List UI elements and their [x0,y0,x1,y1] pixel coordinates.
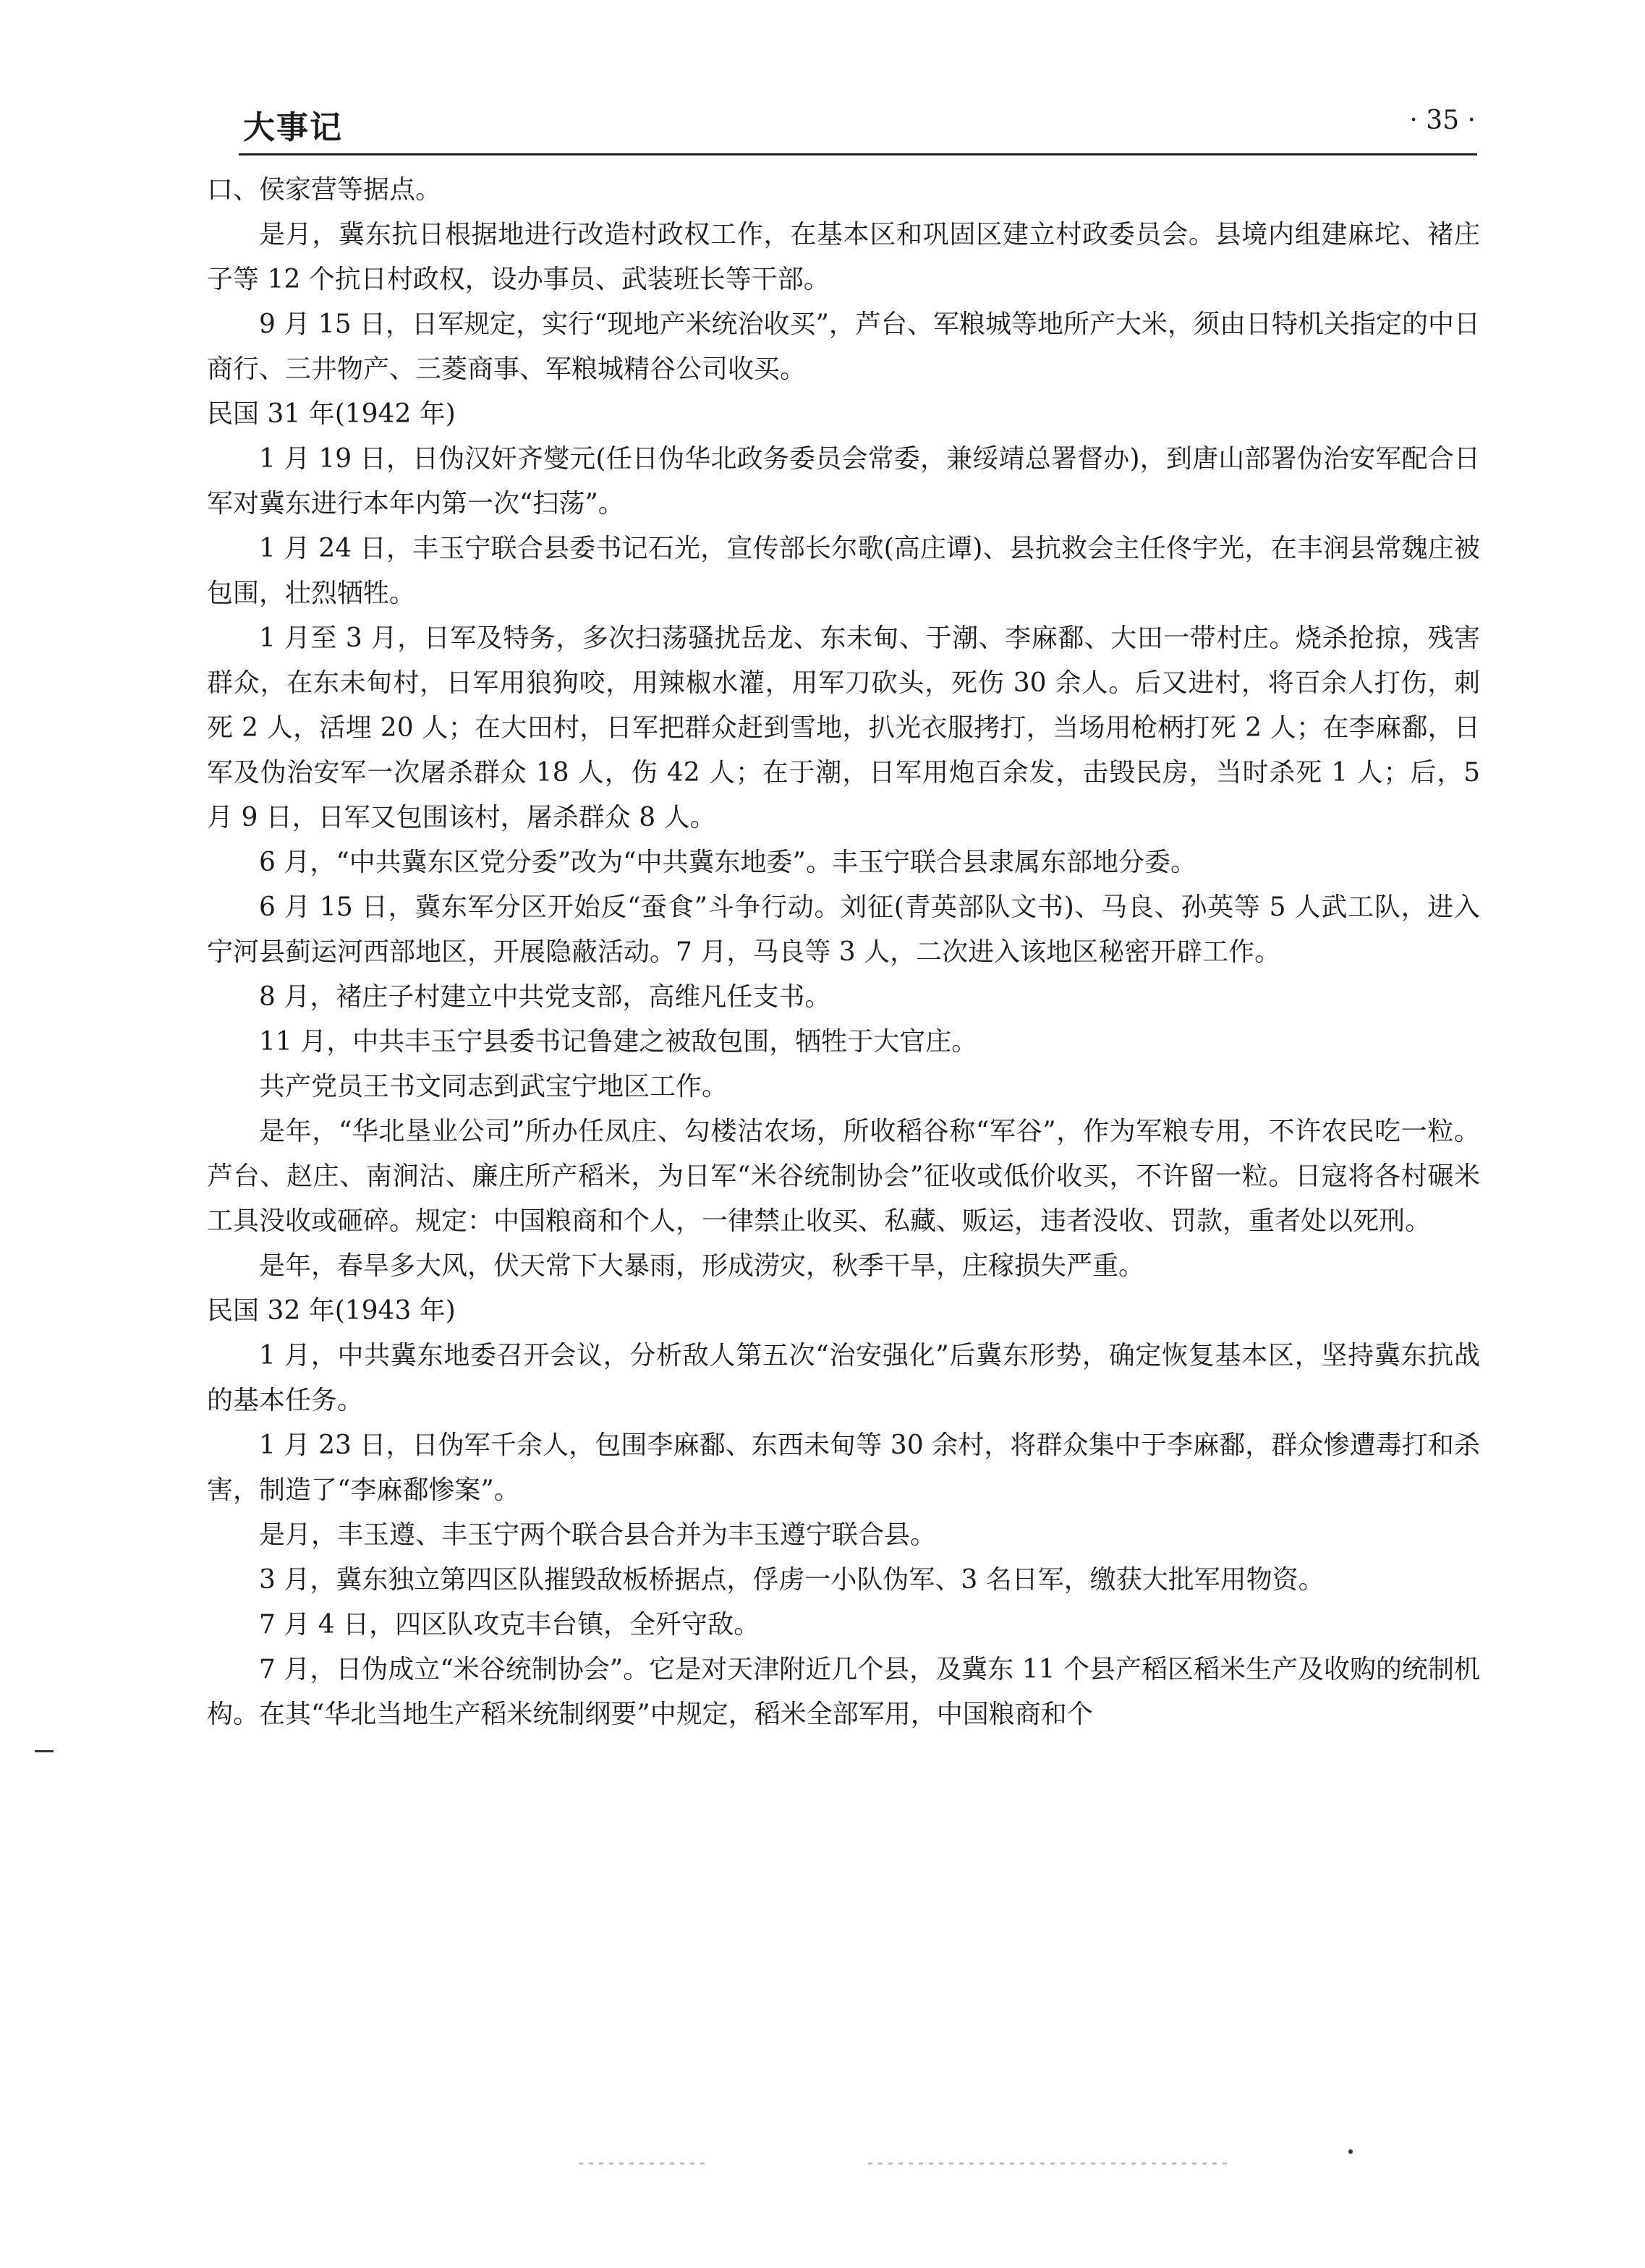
paragraph: 是年，“华北垦业公司”所办任凤庄、勾楼沽农场，所收稻谷称“军谷”，作为军粮专用，不许农民吃一粒。芦台、赵庄、南涧沽、廉庄所产稻米，为日军“米谷统制协会”征收或低价收买，不许留一粒。日寇将各村碾米工具没收或砸碎。规定：中国粮商和个人，一律禁止收买、私藏、贩运，违者没收、罚款，重者处以死刑。 [207,1117,1480,1236]
paragraph: 是月，冀东抗日根据地进行改造村政权工作，在基本区和巩固区建立村政委员会。县境内组建麻坨、褚庄子等 12 个抗日村政权，设办事员、武装班长等干部。 [207,220,1480,294]
paragraph: 1 月，中共冀东地委召开会议，分析敌人第五次“治安强化”后冀东形势，确定恢复基本区，坚持冀东抗战的基本任务。 [207,1341,1480,1415]
paragraph: 共产党员王书文同志到武宝宁地区工作。 [259,1072,728,1101]
paragraph: 6 月，“中共冀东区党分委”改为“中共冀东地委”。丰玉宁联合县隶属东部地分委。 [259,848,1196,877]
paragraph: 是月，丰玉遵、丰玉宁两个联合县合并为丰玉遵宁联合县。 [259,1520,937,1550]
paragraph: 是年，春旱多大风，伏天常下大暴雨，形成涝灾，秋季干旱，庄稼损失严重。 [259,1251,1145,1281]
paragraph: 1 月 23 日，日伪军千余人，包围李麻鄱、东西未甸等 30 余村，将群众集中于李麻鄱，群众惨遭毒打和杀害，制造了“李麻鄱惨案”。 [207,1431,1480,1505]
header-divider [239,153,1477,155]
scan-artifact [1348,2149,1353,2154]
section-title: 大事记 [243,109,343,146]
year-heading: 民国 32 年(1943 年) [207,1296,456,1326]
scan-artifact [868,2162,1230,2165]
running-header [239,95,1476,152]
paragraph: 7 月，日伪成立“米谷统制协会”。它是对天津附近几个县，及冀东 11 个县产稻区稻米生产及收购的统制机构。在其“华北当地生产稻米统制纲要”中规定，稻米全部军用，中国粮商和个 [207,1655,1480,1729]
paragraph: 1 月 19 日，日伪汉奸齐燮元(任日伪华北政务委员会常委，兼绥靖总署督办)，到唐山部署伪治安军配合日军对冀东进行本年内第一次“扫荡”。 [207,444,1480,519]
margin-mark [35,1750,54,1752]
paragraph: 9 月 15 日，日军规定，实行“现地产米统治收买”，芦台、军粮城等地所产大米，须由日特机关指定的中日商行、三井物产、三菱商事、军粮城精谷公司收买。 [207,310,1480,384]
paragraph: 3 月，冀东独立第四区队摧毁敌板桥据点，俘虏一小队伪军、3 名日军，缴获大批军用物资。 [259,1565,1325,1595]
body-text [207,168,1480,1737]
paragraph: 11 月，中共丰玉宁县委书记鲁建之被敌包围，牺牲于大官庄。 [259,1027,978,1057]
paragraph: 7 月 4 日，四区队攻克丰台镇，全歼守敌。 [259,1610,760,1640]
paragraph: 1 月至 3 月，日军及特务，多次扫荡骚扰岳龙、东未甸、于潮、李麻鄱、大田一带村庄。烧杀抢掠，残害群众，在东未甸村，日军用狼狗咬，用辣椒水灌，用军刀砍头，死伤 30 余人。后又进村，将百余人打伤，刺死 2 人，活埋 20 人；在大田村，日军把群众赶到雪地，扒光衣服拷打，当场用枪柄打死 2 人；在李麻鄱，日军及伪治安军一次屠杀群众 18 人，伤 42 人；在于潮，日军用炮百余发，击毁民房，当时杀死 1 人；后，5 月 9 日，日军又包围该村，屠杀群众 8 人。 [207,623,1480,832]
paragraph: 口、侯家营等据点。 [207,175,442,205]
page-number: · 35 · [1409,106,1476,135]
scan-artifact [579,2162,709,2165]
paragraph: 1 月 24 日，丰玉宁联合县委书记石光，宣传部长尔歌(高庄谭)、县抗救会主任佟宇光，在丰润县常魏庄被包围，壮烈牺牲。 [207,534,1480,608]
paragraph: 6 月 15 日，冀东军分区开始反“蚕食”斗争行动。刘征(青英部队文书)、马良、孙英等 5 人武工队，进入宁河县蓟运河西部地区，开展隐蔽活动。7 月，马良等 3 人，二次进入该地区秘密开辟工作。 [207,892,1480,967]
year-heading: 民国 31 年(1942 年) [207,399,456,429]
paragraph: 8 月，褚庄子村建立中共党支部，高维凡任支书。 [259,982,831,1012]
